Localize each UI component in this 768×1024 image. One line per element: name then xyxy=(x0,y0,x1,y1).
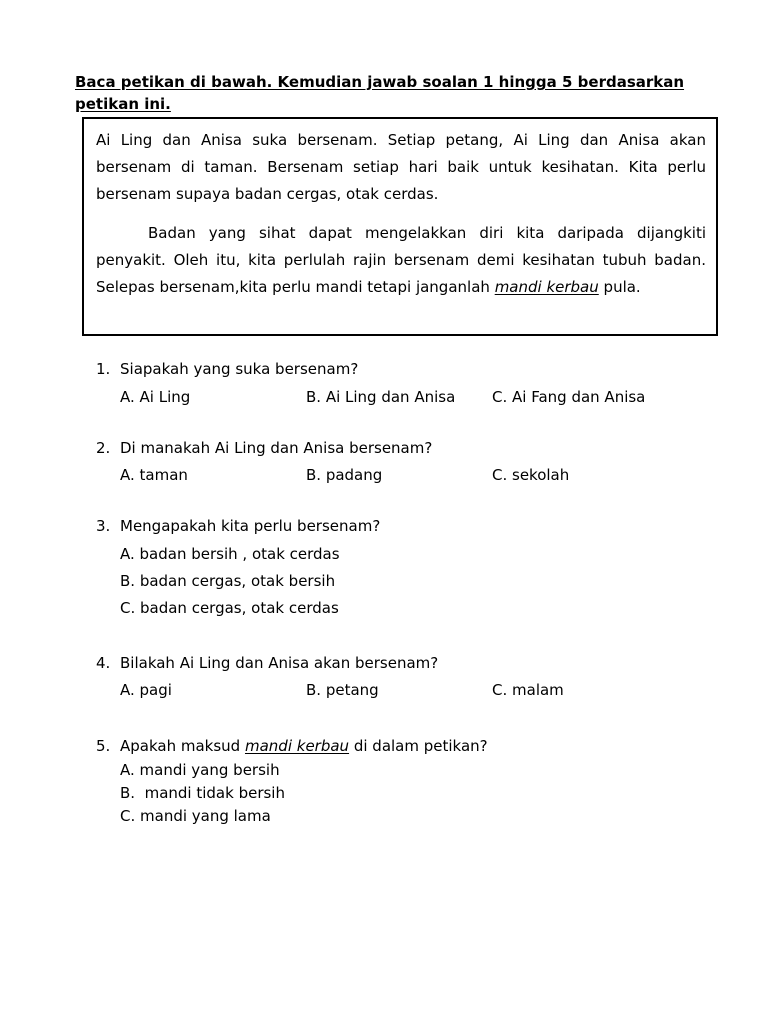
option-a: A. pagi xyxy=(120,681,172,699)
option-c: C. sekolah xyxy=(492,466,570,484)
option-c: C. mandi yang lama xyxy=(120,806,271,825)
question-number: 1. xyxy=(96,360,111,378)
option-b: B. badan cergas, otak bersih xyxy=(120,571,336,590)
passage-paragraph-2-end: pula. xyxy=(603,278,641,296)
passage-paragraph-2-text: Badan yang sihat dapat mengelakkan diri kita daripada dijangkiti penyakit. Oleh itu, kita perlulah rajin bersenam demi kesihatan tubuh badan. Selepas bersenam,kita perlu mandi tetapi janganlah xyxy=(96,224,706,296)
option-b: B. Ai Ling dan Anisa xyxy=(306,388,456,406)
question-1 xyxy=(96,357,716,409)
passage-box xyxy=(82,117,718,336)
question-stem-end: di dalam petikan? xyxy=(353,737,488,755)
option-b: B. petang xyxy=(306,681,379,699)
question-number: 2. xyxy=(96,439,111,457)
passage-paragraph-2 xyxy=(96,220,706,301)
question-5 xyxy=(96,734,716,827)
option-b: B. padang xyxy=(306,466,383,484)
option-b: B. mandi tidak bersih xyxy=(120,783,285,802)
option-c: C. Ai Fang dan Anisa xyxy=(492,388,646,406)
option-a: A. taman xyxy=(120,466,188,484)
question-stem: Siapakah yang suka bersenam? xyxy=(120,360,359,378)
option-a: A. mandi yang bersih xyxy=(120,760,280,779)
option-a: A. Ai Ling xyxy=(120,388,191,406)
question-2 xyxy=(96,436,716,487)
question-stem: Bilakah Ai Ling dan Anisa akan bersenam? xyxy=(120,654,439,672)
question-3 xyxy=(96,514,716,621)
question-stem: Mengapakah kita perlu bersenam? xyxy=(120,517,381,535)
passage-paragraph-1: Ai Ling dan Anisa suka bersenam. Setiap petang, Ai Ling dan Anisa akan bersenam di taman. Bersenam setiap hari baik untuk kesihatan. Kita perlu bersenam supaya badan cergas, otak cerdas. xyxy=(96,131,706,203)
idiom-mandi-kerbau: mandi kerbau xyxy=(494,278,599,296)
question-stem-start: Apakah maksud xyxy=(120,737,241,755)
question-stem xyxy=(120,737,488,755)
option-a: A. badan bersih , otak cerdas xyxy=(120,544,340,563)
question-4 xyxy=(96,651,716,702)
question-stem: Di manakah Ai Ling dan Anisa bersenam? xyxy=(120,439,433,457)
instruction-heading: Baca petikan di bawah. Kemudian jawab soalan 1 hingga 5 berdasarkan petikan ini. xyxy=(75,73,685,113)
question-number: 5. xyxy=(96,737,111,755)
option-c: C. badan cergas, otak cerdas xyxy=(120,598,339,617)
question-number: 3. xyxy=(96,517,111,535)
option-c: C. malam xyxy=(492,681,564,699)
question-number: 4. xyxy=(96,654,111,672)
idiom-mandi-kerbau: mandi kerbau xyxy=(244,737,350,755)
